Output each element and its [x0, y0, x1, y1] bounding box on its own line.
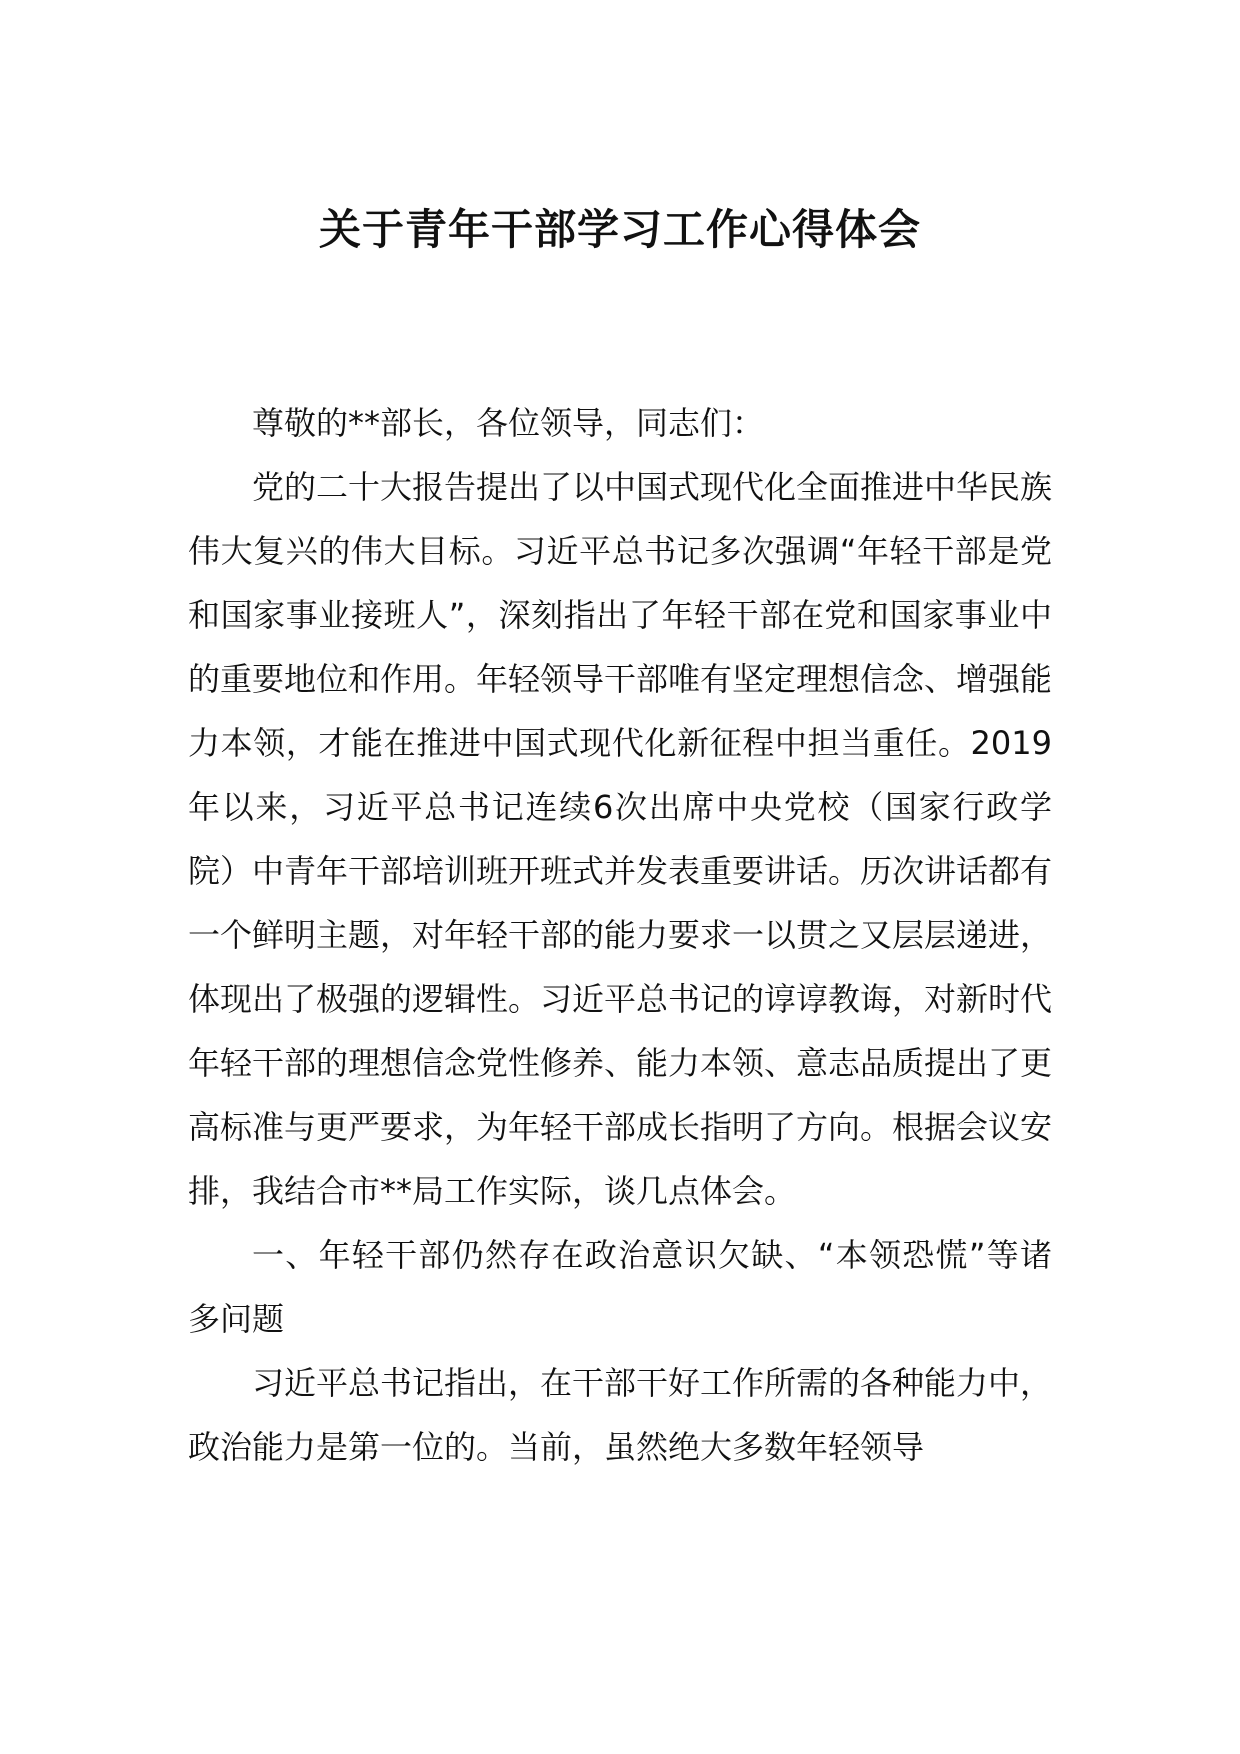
section-heading-1: 一、年轻干部仍然存在政治意识欠缺、“本领恐慌”等诸多问题: [188, 1236, 1052, 1338]
intro-paragraph: 党的二十大报告提出了以中国式现代化全面推进中华民族伟大复兴的伟大目标。习近平总书记多次强调“年轻干部是党和国家事业接班人”，深刻指出了年轻干部在党和国家事业中的重要地位和作用。年轻领导干部唯有坚定理想信念、增强能力本领，才能在推进中国式现代化新征程中担当重任。2019年以来，习近平总书记连续6次出席中央党校（国家行政学院）中青年干部培训班开班式并发表重要讲话。历次讲话都有一个鲜明主题，对年轻干部的能力要求一以贯之又层层递进，体现出了极强的逻辑性。习近平总书记的谆谆教诲，对新时代年轻干部的理想信念党性修养、能力本领、意志品质提出了更高标准与更严要求，为年轻干部成长指明了方向。根据会议安排，我结合市**局工作实际，谈几点体会。: [188, 468, 1053, 1210]
document-body: [188, 391, 1052, 1479]
salutation-paragraph: 尊敬的**部长，各位领导，同志们：: [252, 404, 765, 442]
document-title: 关于青年干部学习工作心得体会: [318, 205, 921, 254]
section-1-paragraph: 习近平总书记指出，在干部干好工作所需的各种能力中，政治能力是第一位的。当前，虽然绝大多数年轻领导: [188, 1364, 1053, 1466]
